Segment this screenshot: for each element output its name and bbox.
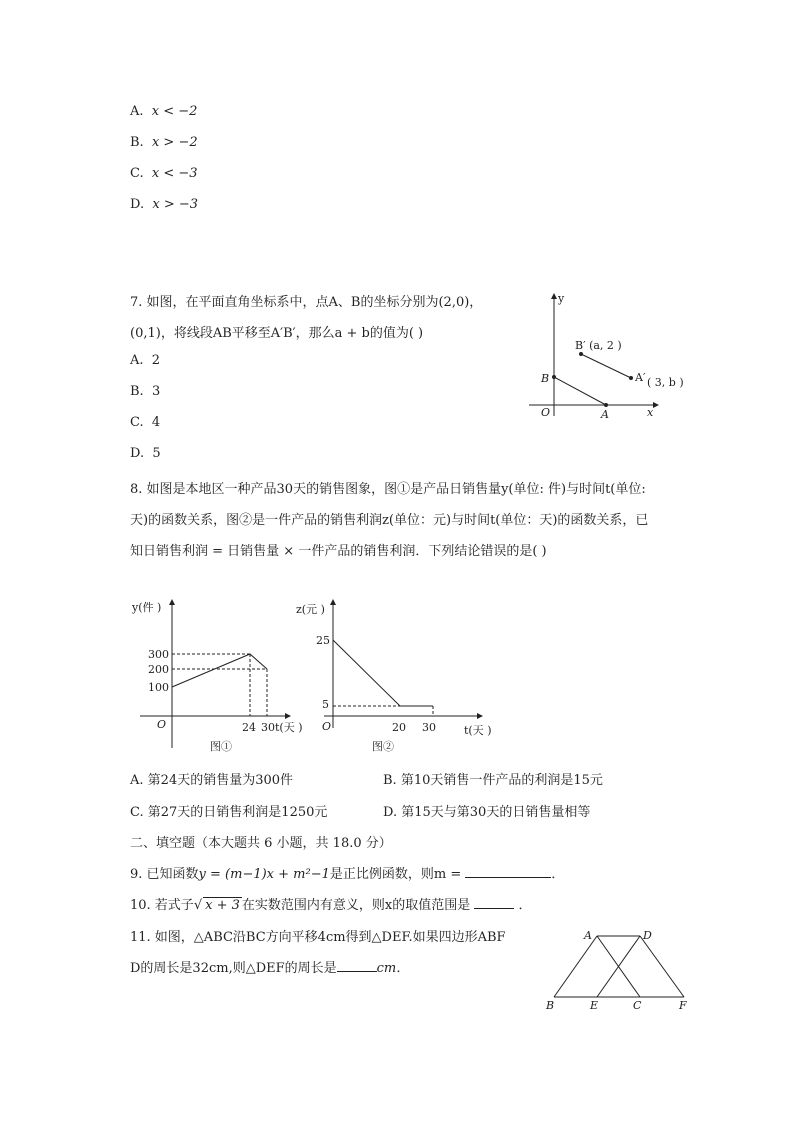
- q11-segment-ab: [554, 936, 597, 997]
- q8-fig2-tick-25: 25: [316, 634, 330, 647]
- section-2-heading: 二、填空题（本大题共 6 小题，共 18.0 分）: [130, 836, 392, 851]
- q7-figure: [525, 290, 684, 422]
- q7-option-b: B. 3: [130, 384, 161, 399]
- q8-stem-line2: 天)的函数关系，图②是一件产品的销售利润z(单位：元)与时间t(单位：天)的函数关系，已: [130, 513, 649, 528]
- q6-option-d: D. x > −3: [130, 197, 199, 212]
- q8-fig1-caption: 图①: [210, 740, 232, 753]
- q9-stem: 9. 已知函数y = (m−1)x + m²−1是正比例函数，则m = ．: [130, 867, 565, 882]
- q7-x-label: x: [647, 406, 654, 419]
- q7-label-a-prime-coord: ( 3, b ): [647, 376, 684, 389]
- q8-fig2-tick-30: 30: [422, 721, 436, 734]
- q7-stem-line1: 7. 如图，在平面直角坐标系中，点A、B的坐标分别为(2,0)，: [130, 295, 483, 310]
- q8-fig2-ylabel: z(元 ): [296, 603, 325, 616]
- q8-option-d: D. 第15天与第30天的日销售量相等: [383, 805, 591, 820]
- q7-option-a: A. 2: [130, 353, 161, 368]
- q8-fig2-tick-5: 5: [322, 698, 329, 711]
- q8-fig2-xlabel: t(天 ): [464, 724, 492, 737]
- q7-option-d: D. 5: [130, 446, 161, 461]
- q8-fig1-tick-300: 300: [148, 648, 169, 661]
- q7-label-a: A: [601, 408, 609, 421]
- q8-fig2-tick-20: 20: [392, 721, 406, 734]
- q11-stem-line1: 11. 如图，△ABC沿BC方向平移4cm得到△DEF.如果四边形ABF: [130, 930, 506, 945]
- q8-fig1-ylabel: y(件 ): [132, 601, 162, 614]
- q8-stem-line1: 8. 如图是本地区一种产品30天的销售图象，图①是产品日销售量y(单位: 件)与时间t(单位:: [130, 482, 646, 497]
- q7-label-a-prime: A′: [635, 371, 646, 384]
- q11-figure: [542, 925, 694, 1015]
- q8-figure-2: [296, 596, 506, 760]
- q7-segment-a-prime-b-prime: [581, 354, 631, 378]
- q6-option-b: B. x > −2: [130, 135, 198, 150]
- q8-fig2-caption: 图②: [372, 740, 394, 753]
- q8-fig2-origin: O: [322, 720, 332, 733]
- q8-fig1-tick-30: 30: [261, 721, 275, 734]
- q11-label-f: F: [679, 999, 687, 1012]
- q8-option-c: C. 第27天的日销售利润是1250元: [130, 805, 328, 820]
- q11-label-e: E: [590, 999, 599, 1012]
- q11-label-d: D: [643, 929, 652, 942]
- q11-label-c: C: [633, 999, 642, 1012]
- q9-answer-blank[interactable]: [465, 865, 551, 878]
- q7-segment-ab: [554, 377, 606, 405]
- q10-answer-blank[interactable]: [474, 896, 514, 909]
- q8-fig1-sales-line: [172, 654, 267, 687]
- q7-stem-line2: (0,1)，将线段AB平移至A′B′，那么a + b的值为( ): [130, 326, 424, 341]
- q11-label-b: B: [546, 999, 555, 1012]
- q6-option-a: A. x < −2: [130, 104, 198, 119]
- q10-stem: 10. 若式子√ x + 3 在实数范围内有意义，则x的取值范围是 ．: [130, 898, 532, 913]
- q7-point-b-prime: [579, 352, 583, 356]
- q7-point-a-prime: [629, 376, 633, 380]
- q7-origin: O: [541, 406, 551, 419]
- q8-fig2-profit-line: [333, 640, 433, 706]
- q7-label-b: B: [541, 372, 550, 385]
- q7-label-b-prime: B′ (a, 2 ): [575, 339, 622, 352]
- q8-fig1-tick-100: 100: [148, 681, 169, 694]
- q7-y-label: y: [558, 292, 565, 305]
- q8-fig1-origin: O: [157, 718, 167, 731]
- q8-fig1-xlabel: t(天 ): [275, 721, 303, 734]
- q11-stem-line2: D的周长是32cm,则△DEF的周长是 cm．: [130, 961, 410, 976]
- q8-stem-line3: 知日销售利润 = 日销售量 × 一件产品的销售利润．下列结论错误的是( ): [130, 544, 547, 559]
- q8-figure-1: [130, 596, 305, 760]
- q8-option-a: A. 第24天的销售量为300件: [130, 773, 294, 788]
- q7-point-a: [604, 403, 608, 407]
- q7-option-c: C. 4: [130, 415, 161, 430]
- q11-segment-df: [640, 936, 684, 997]
- q6-option-c: C. x < −3: [130, 166, 198, 181]
- q7-point-b: [552, 375, 556, 379]
- q8-fig1-tick-24: 24: [242, 721, 256, 734]
- q11-label-a: A: [584, 929, 592, 942]
- q11-answer-blank[interactable]: [337, 959, 377, 972]
- q8-fig1-tick-200: 200: [148, 663, 169, 676]
- q8-option-b: B. 第10天销售一件产品的利润是15元: [383, 773, 603, 788]
